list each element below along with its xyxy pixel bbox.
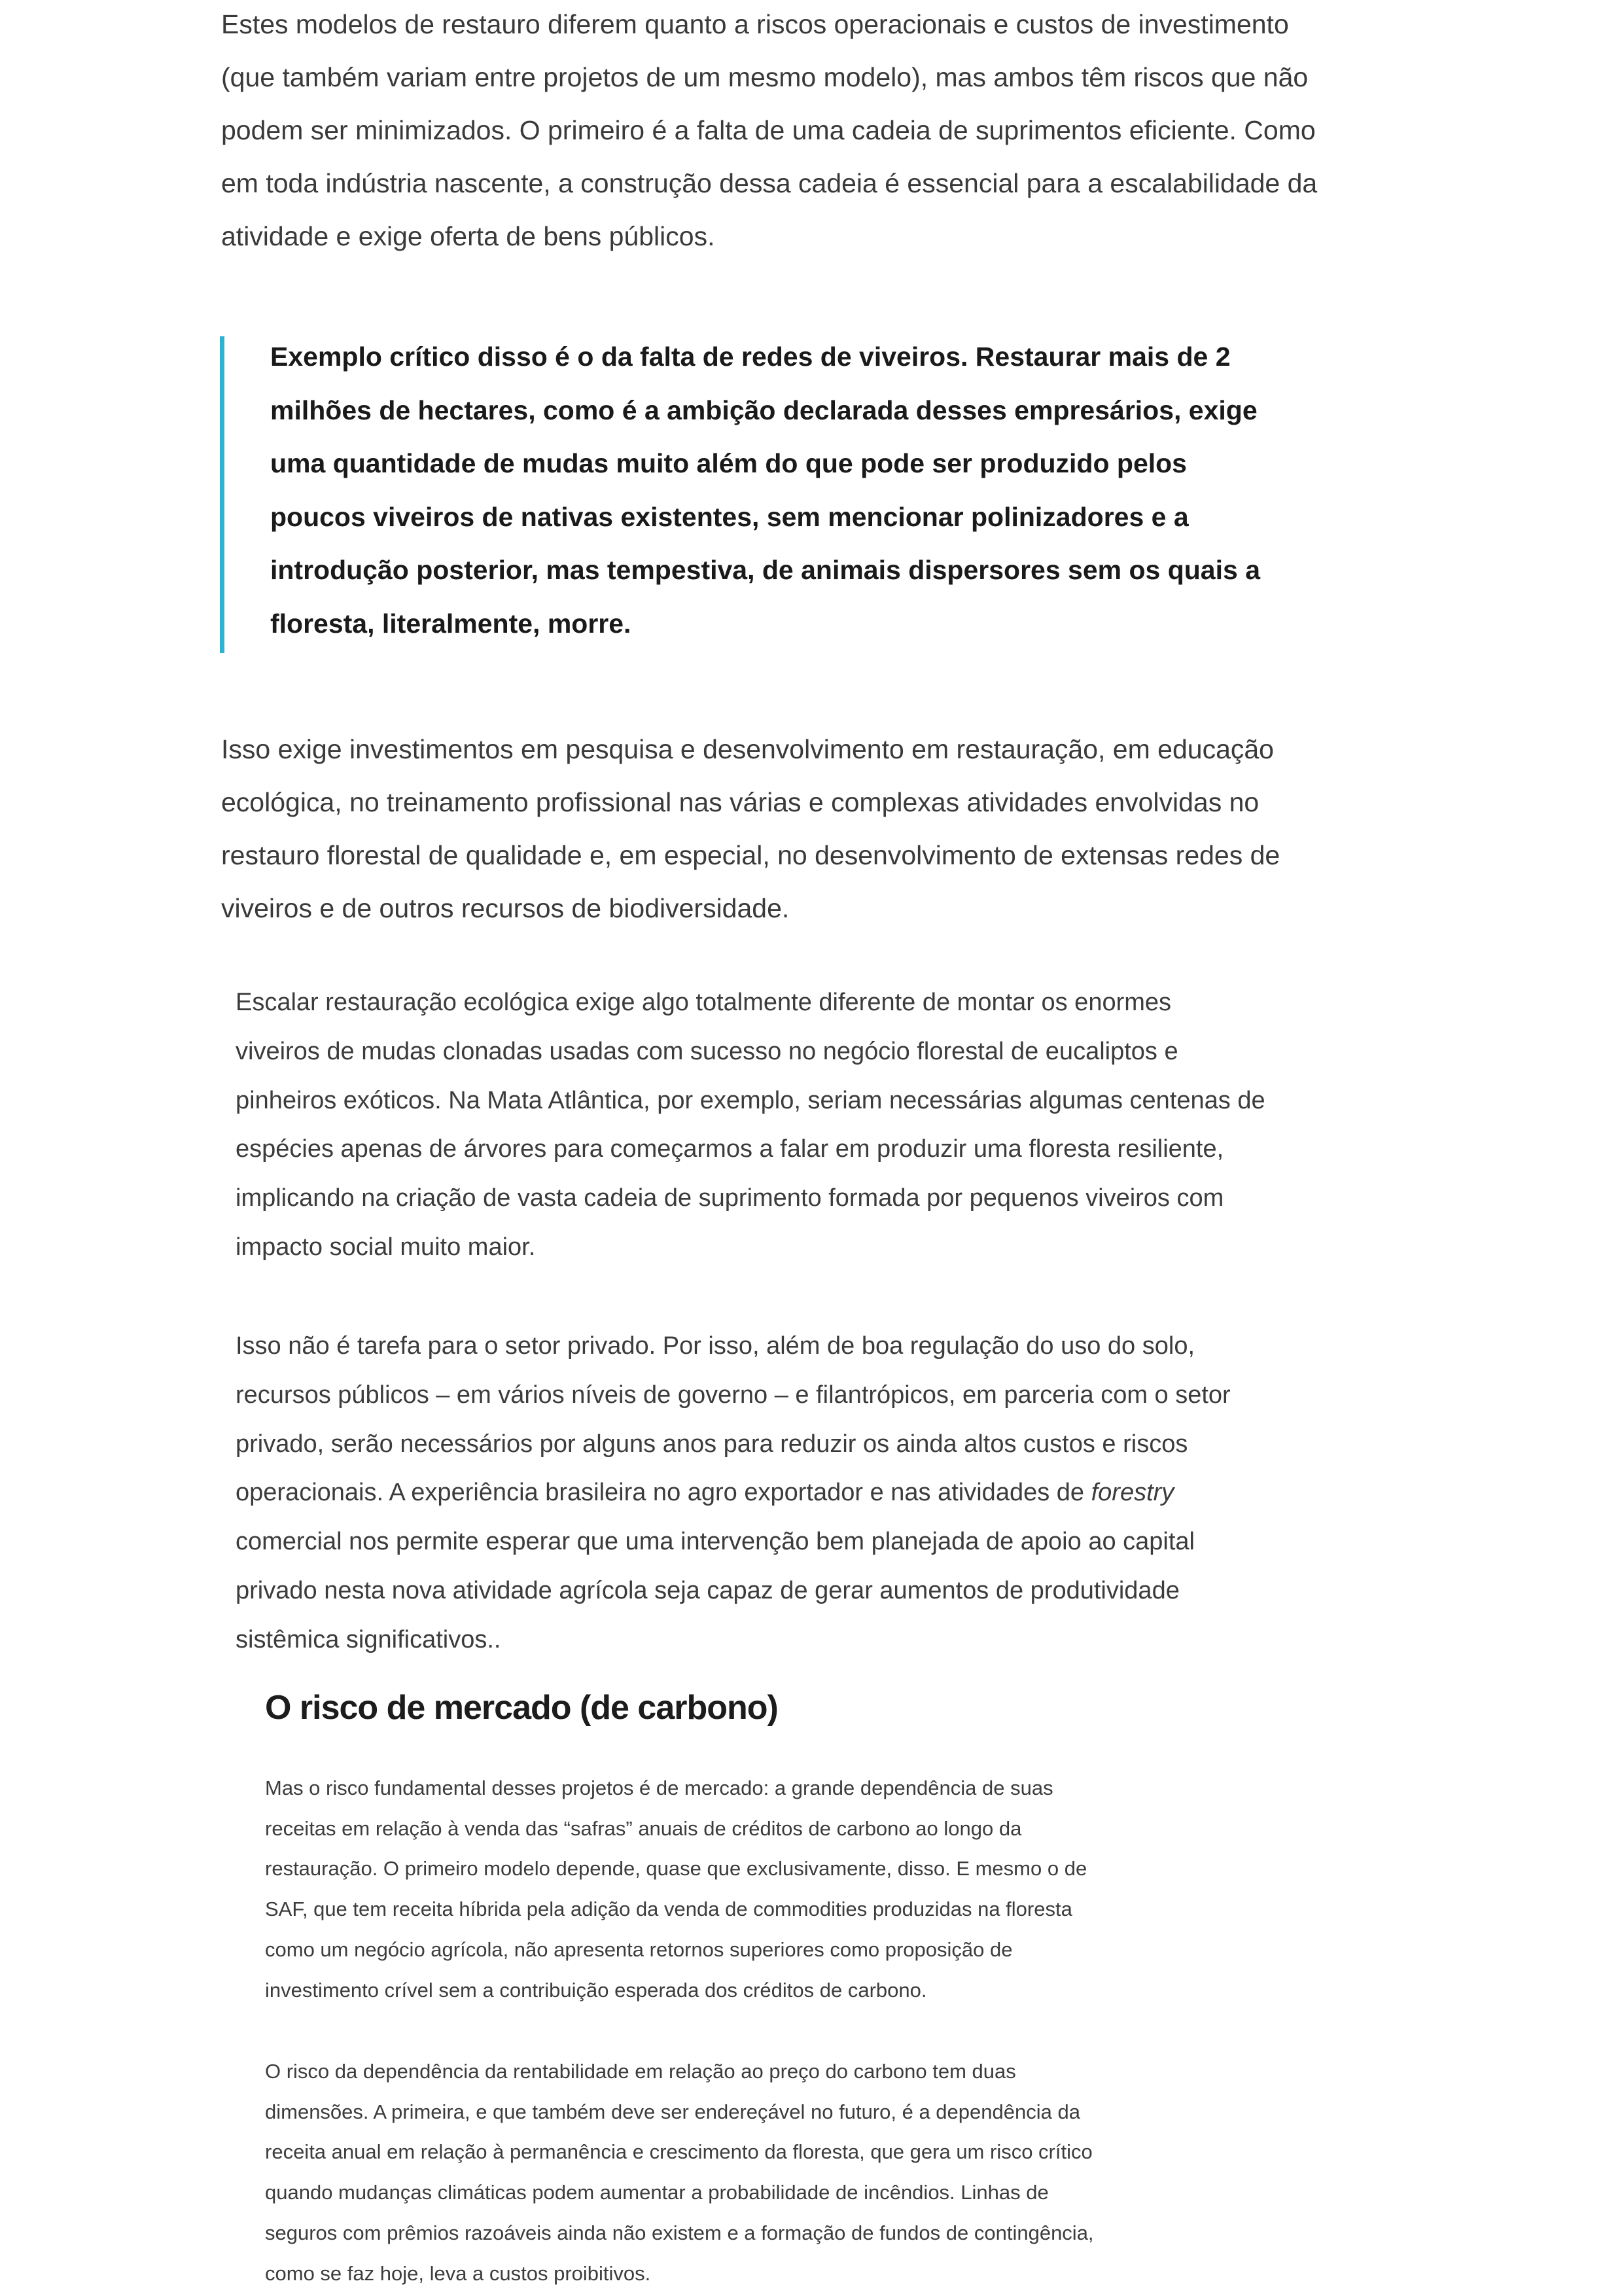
text-line-content: Escalar restauração ecológica exige algo totalmente diferente de montar os enormes bbox=[236, 989, 1172, 1016]
text-line-content: privado nesta nova atividade agrícola seja capaz de gerar aumentos de produtividade bbox=[236, 1577, 1180, 1604]
text-line-content: introdução posterior, mas tempestiva, de animais dispersores sem os quais a bbox=[270, 555, 1260, 585]
text-line-content: O risco da dependência da rentabilidade em relação ao preço do carbono tem duas bbox=[265, 2060, 1016, 2083]
text-line bbox=[265, 2060, 1016, 2083]
blockquote bbox=[220, 336, 1402, 653]
text-line-content: uma quantidade de mudas muito além do que pode ser produzido pelos bbox=[270, 448, 1187, 478]
text-line-content: viveiros e de outros recursos de biodiversidade. bbox=[221, 893, 790, 923]
text-line bbox=[236, 1038, 1178, 1066]
text-line-content: implicando na criação de vasta cadeia de suprimento formada por pequenos viveiros com bbox=[236, 1184, 1224, 1212]
text-line bbox=[270, 609, 631, 639]
text-line-content: Isso não é tarefa para o setor privado. Por isso, além de boa regulação do uso do solo, bbox=[236, 1332, 1195, 1360]
text-line-content: em toda indústria nascente, a construção dessa cadeia é essencial para a escalabilidade da bbox=[221, 168, 1318, 198]
text-line-content: recursos públicos – em vários níveis de governo – e filantrópicos, em parceria com o setor bbox=[236, 1381, 1231, 1409]
text-line-content: operacionais. A experiência brasileira no agro exportador e nas atividades de bbox=[236, 1479, 1091, 1507]
text-line-content: Isso exige investimentos em pesquisa e desenvolvimento em restauração, em educação bbox=[221, 734, 1274, 764]
text-line bbox=[236, 1430, 1188, 1458]
text-line-content: Mas o risco fundamental desses projetos é de mercado: a grande dependência de suas bbox=[265, 1776, 1053, 1799]
text-line bbox=[221, 840, 1280, 871]
text-line-content: quando mudanças climáticas podem aumentar a probabilidade de incêndios. Linhas de bbox=[265, 2181, 1049, 2204]
text-line-content: Exemplo crítico disso é o da falta de redes de viveiros. Restaurar mais de 2 bbox=[270, 342, 1231, 372]
text-line bbox=[265, 1857, 1087, 1881]
text-line-content: dimensões. A primeira, e que também deve ser endereçável no futuro, é a dependência da bbox=[265, 2100, 1080, 2123]
text-line-content: (que também variam entre projetos de um mesmo modelo), mas ambos têm riscos que não bbox=[221, 62, 1309, 92]
text-line bbox=[270, 342, 1231, 372]
text-line-content: privado, serão necessários por alguns anos para reduzir os ainda altos custos e riscos bbox=[236, 1430, 1188, 1458]
text-line bbox=[221, 115, 1316, 146]
text-line bbox=[236, 1184, 1224, 1212]
text-line bbox=[265, 1817, 1021, 1841]
text-line bbox=[265, 2221, 1094, 2245]
text-line bbox=[265, 1979, 926, 2002]
text-line bbox=[221, 9, 1289, 40]
text-line bbox=[265, 1898, 1072, 1921]
text-line-content: comercial nos permite esperar que uma intervenção bem planejada de apoio ao capital bbox=[236, 1528, 1195, 1556]
text-line bbox=[265, 1938, 1013, 1962]
text-line bbox=[270, 395, 1258, 426]
text-line bbox=[236, 1332, 1195, 1360]
text-line-content: poucos viveiros de nativas existentes, sem mencionar polinizadores e a bbox=[270, 501, 1189, 532]
text-line bbox=[236, 1087, 1265, 1115]
text-line-content: restauro florestal de qualidade e, em especial, no desenvolvimento de extensas redes de bbox=[221, 840, 1280, 870]
text-line bbox=[236, 1233, 535, 1262]
text-line-content: pinheiros exóticos. Na Mata Atlântica, por exemplo, seriam necessárias algumas centenas de bbox=[236, 1086, 1265, 1114]
text-line-content: como um negócio agrícola, não apresenta retornos superiores como proposição de bbox=[265, 1937, 1013, 1961]
text-line bbox=[265, 1776, 1053, 1800]
text-line bbox=[265, 2181, 1049, 2204]
text-line bbox=[221, 168, 1317, 199]
text-line-content: viveiros de mudas clonadas usadas com sucesso no negócio florestal de eucaliptos e bbox=[236, 1037, 1178, 1065]
text-line bbox=[221, 734, 1274, 765]
text-line bbox=[270, 502, 1189, 533]
text-line-content: impacto social muito maior. bbox=[236, 1233, 536, 1261]
text-line-content: atividade e exige oferta de bens públicos. bbox=[221, 221, 715, 251]
text-line-content: floresta, literalmente, morre. bbox=[270, 608, 631, 639]
text-line bbox=[265, 2262, 650, 2286]
text-line-content: seguros com prêmios razoáveis ainda não existem e a formação de fundos de contingência, bbox=[265, 2221, 1094, 2244]
text-line bbox=[221, 893, 789, 924]
text-line bbox=[236, 1577, 1180, 1605]
text-line-content: SAF, que tem receita híbrida pela adição da venda de commodities produzidas na floresta bbox=[265, 1898, 1072, 1921]
text-line bbox=[221, 62, 1308, 93]
text-line-content: podem ser minimizados. O primeiro é a falta de uma cadeia de suprimentos eficiente. Como bbox=[221, 115, 1316, 145]
text-line-content: investimento crível sem a contribuição esperada dos créditos de carbono. bbox=[265, 1978, 927, 2002]
text-line-content: como se faz hoje, leva a custos proibitivos. bbox=[265, 2261, 651, 2285]
text-line-content: restauração. O primeiro modelo depende, quase que exclusivamente, disso. E mesmo o de bbox=[265, 1857, 1087, 1881]
text-line bbox=[236, 1479, 1174, 1507]
text-line bbox=[221, 221, 714, 252]
text-line-content: Estes modelos de restauro diferem quanto a riscos operacionais e custos de investimento bbox=[221, 9, 1289, 39]
text-line bbox=[270, 448, 1187, 479]
text-line bbox=[236, 1135, 1224, 1163]
text-line bbox=[236, 1626, 501, 1654]
text-line bbox=[265, 2140, 1093, 2164]
text-line bbox=[221, 787, 1259, 818]
section-heading: O risco de mercado (de carbono) bbox=[265, 1689, 778, 1727]
text-line bbox=[236, 1528, 1195, 1556]
text-line-content: receita anual em relação à permanência e crescimento da floresta, que gera um risco crítico bbox=[265, 2140, 1093, 2164]
text-line bbox=[236, 1381, 1231, 1409]
text-line-content: ecológica, no treinamento profissional nas várias e complexas atividades envolvidas no bbox=[221, 787, 1260, 817]
text-line-content: sistêmica significativos.. bbox=[236, 1625, 501, 1653]
text-line-content: milhões de hectares, como é a ambição declarada desses empresários, exige bbox=[270, 395, 1258, 425]
text-line bbox=[236, 989, 1171, 1017]
text-line bbox=[270, 555, 1260, 586]
text-line bbox=[265, 2100, 1080, 2124]
text-line-content: espécies apenas de árvores para começarmos a falar em produzir uma floresta resiliente, bbox=[236, 1135, 1224, 1163]
text-line-content: receitas em relação à venda das “safras” anuais de créditos de carbono ao longo da bbox=[265, 1816, 1022, 1840]
italic-term: forestry bbox=[1091, 1479, 1174, 1507]
